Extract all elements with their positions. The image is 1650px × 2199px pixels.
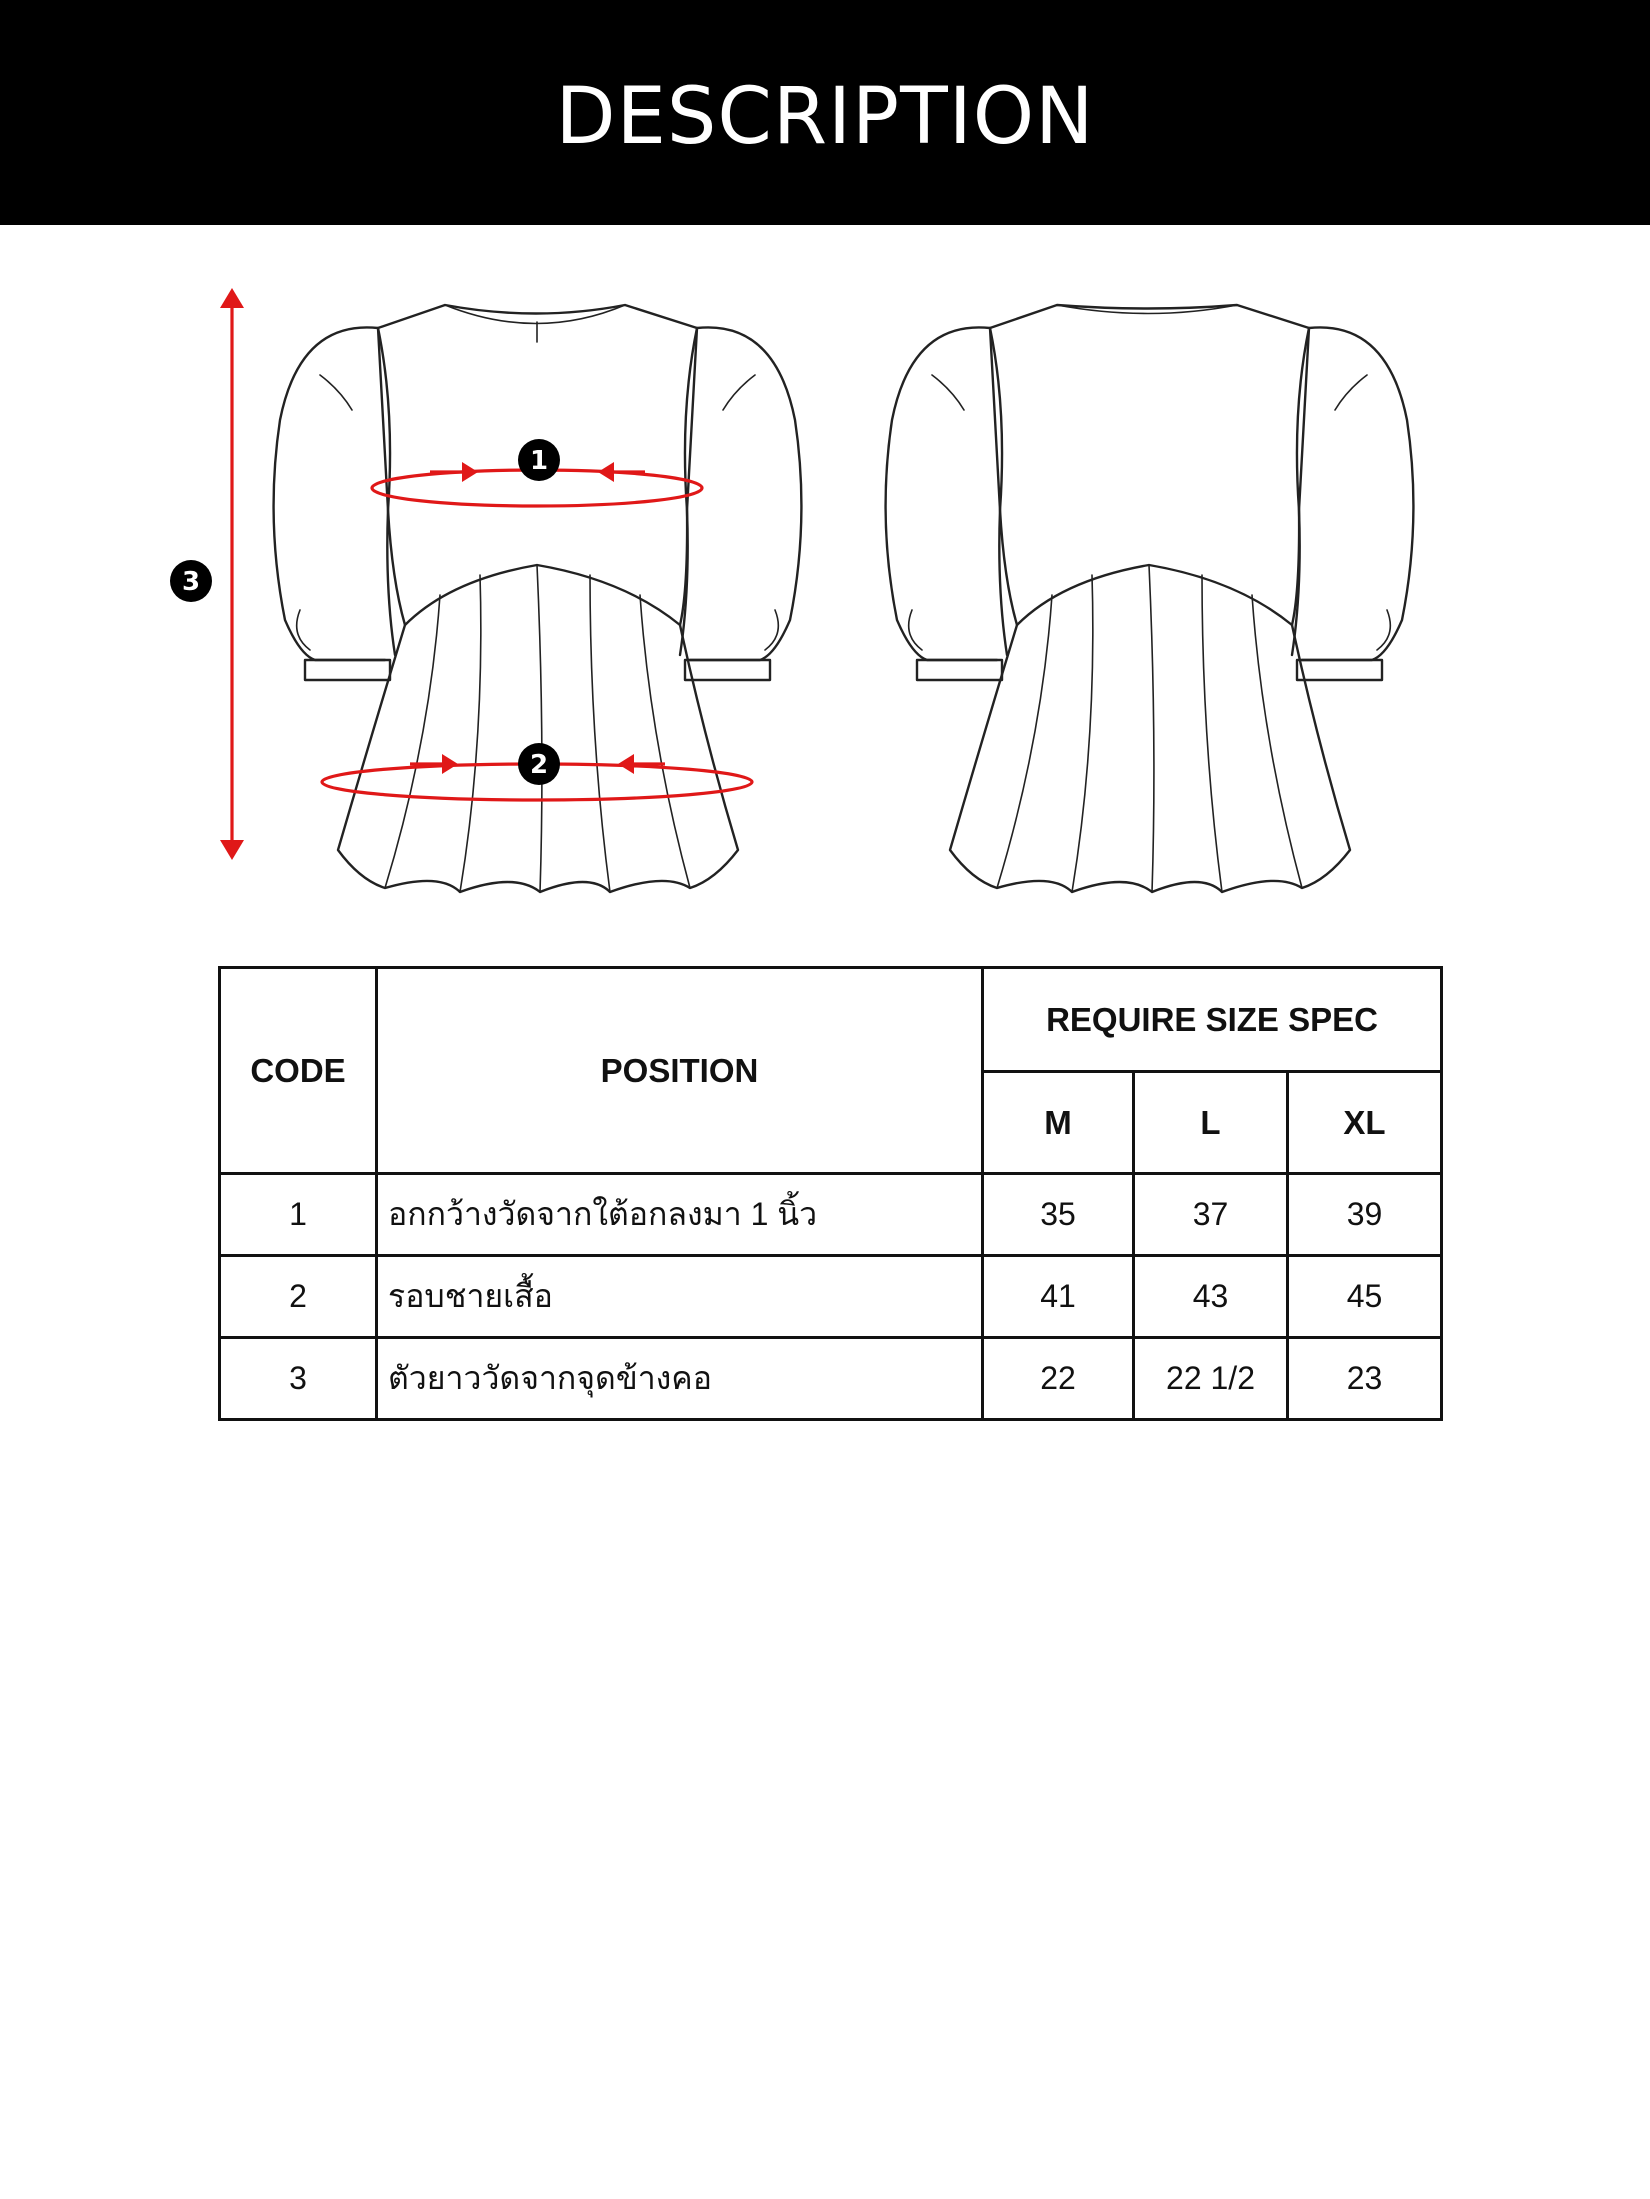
cell-size-xl: 39 [1288, 1174, 1442, 1256]
page-title: DESCRIPTION [555, 71, 1095, 162]
cell-size-m: 22 [983, 1338, 1134, 1420]
cell-size-m: 41 [983, 1256, 1134, 1338]
header-position: POSITION [377, 968, 983, 1174]
cell-code: 2 [220, 1256, 377, 1338]
cell-position: อกกว้างวัดจากใต้อกลงมา 1 นิ้ว [377, 1174, 983, 1256]
back-view-sketch [886, 305, 1414, 892]
table-row [220, 1174, 1442, 1256]
marker-3 [170, 560, 212, 602]
front-view-sketch [274, 305, 802, 892]
cell-code: 1 [220, 1174, 377, 1256]
measurement-overlay [220, 288, 752, 860]
cell-size-l: 43 [1134, 1256, 1288, 1338]
header-require-size-spec: REQUIRE SIZE SPEC [983, 968, 1442, 1072]
cell-size-xl: 23 [1288, 1338, 1442, 1420]
cell-position: รอบชายเสื้อ [377, 1256, 983, 1338]
header-size-m: M [983, 1072, 1134, 1174]
svg-text:2: 2 [529, 750, 549, 780]
cell-size-l: 22 1/2 [1134, 1338, 1288, 1420]
cell-size-xl: 45 [1288, 1256, 1442, 1338]
table-row [220, 1338, 1442, 1420]
cell-position: ตัวยาววัดจากจุดข้างคอ [377, 1338, 983, 1420]
marker-2 [518, 743, 560, 785]
header-bar [0, 0, 1650, 225]
table-row [220, 1256, 1442, 1338]
cell-size-l: 37 [1134, 1174, 1288, 1256]
marker-1 [518, 439, 560, 481]
cell-size-m: 35 [983, 1174, 1134, 1256]
header-code: CODE [220, 968, 377, 1174]
header-size-xl: XL [1288, 1072, 1442, 1174]
svg-text:1: 1 [529, 446, 549, 476]
size-spec-table [218, 966, 1443, 1421]
svg-text:3: 3 [181, 567, 201, 597]
cell-code: 3 [220, 1338, 377, 1420]
header-size-l: L [1134, 1072, 1288, 1174]
garment-diagram [0, 260, 1650, 920]
garment-illustration [0, 260, 1650, 920]
